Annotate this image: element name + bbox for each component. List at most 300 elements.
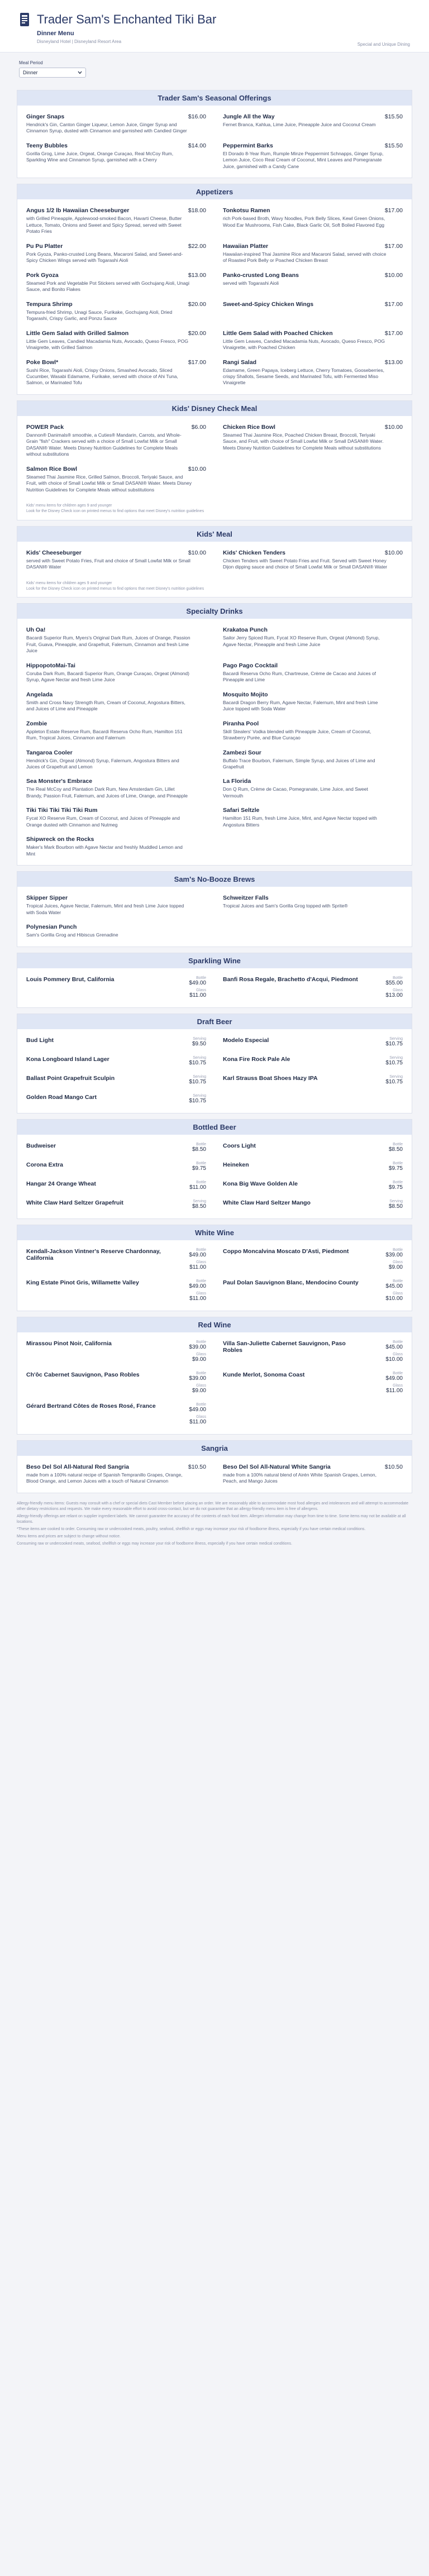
menu-item — [26, 891, 206, 920]
menu-type: Dinner Menu — [37, 30, 74, 37]
menu-item-header — [26, 424, 206, 431]
item-description: Bacardi Superior Rum, Myers's Original Dark Rum, Juices of Orange, Passion Fruit, Guava, Pineapple, and Grapefruit, Falernum, Cinnamon and fresh Lime Juice — [26, 635, 190, 654]
menu-item — [26, 298, 206, 327]
beverage-item — [26, 1276, 206, 1307]
price-label: Bottle — [196, 1402, 206, 1407]
menu-section — [17, 184, 412, 395]
sangria-section-wrap — [0, 1440, 429, 1493]
menu-item — [26, 356, 206, 391]
price-value: $9.50 — [192, 1040, 206, 1047]
section-title: Sangria — [17, 1441, 412, 1456]
menu-section — [17, 526, 412, 598]
meal-period-filter — [0, 52, 429, 84]
menu-item — [223, 546, 403, 575]
beverage-section — [17, 1225, 412, 1311]
menu-items-grid — [17, 106, 412, 178]
item-name: Jungle All the Way — [223, 113, 275, 120]
beverage-item — [26, 1337, 206, 1368]
price-label: Glass — [393, 1291, 403, 1296]
price-column — [385, 1279, 403, 1304]
item-name: Piranha Pool — [223, 720, 259, 727]
price-label: Bottle — [393, 1161, 403, 1165]
price-label: Glass — [393, 988, 403, 992]
price-column — [189, 976, 206, 1001]
menu-item — [223, 659, 403, 688]
chevron-down-icon — [78, 71, 82, 74]
menu-item — [223, 139, 403, 174]
section-title: Kids' Meal — [17, 527, 412, 542]
menu-item-header — [26, 301, 206, 308]
sangria-section — [17, 1440, 412, 1493]
menu-item — [223, 327, 403, 356]
item-name: Pu Pu Platter — [26, 242, 63, 250]
menu-item-header — [26, 807, 206, 814]
beverage-item — [26, 973, 206, 1004]
price-column — [189, 1248, 206, 1273]
menu-item — [223, 623, 403, 658]
menu-item — [26, 269, 206, 298]
menu-item — [223, 891, 403, 920]
menu-item-header — [26, 749, 206, 756]
beverage-item — [223, 1245, 403, 1276]
item-name: Heineken — [223, 1161, 249, 1168]
price-column — [389, 1162, 403, 1174]
price-value: $45.00 — [385, 1283, 403, 1289]
price-column — [385, 1371, 403, 1396]
price-label: Bottle — [393, 1142, 403, 1146]
item-name: Tiki Tiki Tiki Tiki Tiki Rum — [26, 807, 98, 814]
price-value: $49.00 — [385, 1375, 403, 1382]
price-value: $13.00 — [385, 992, 403, 998]
menu-item-header — [26, 243, 206, 250]
menu-section — [17, 603, 412, 866]
menu-item-header — [26, 778, 206, 785]
menu-item-header — [223, 424, 403, 431]
item-name: Kona Fire Rock Pale Ale — [223, 1055, 290, 1063]
price-label: Serving — [193, 1199, 206, 1203]
item-name: Sweet-and-Spicy Chicken Wings — [223, 300, 314, 308]
menu-item-header — [26, 113, 206, 120]
price-label: Bottle — [393, 1248, 403, 1252]
item-name: La Florida — [223, 778, 251, 785]
item-price: $17.00 — [384, 300, 403, 308]
beverage-item — [26, 1053, 206, 1072]
item-name: Modelo Especial — [223, 1036, 269, 1044]
price-label: Glass — [196, 988, 206, 992]
item-description: Appleton Estate Reserve Rum, Bacardi Reserva Ocho Rum, Hamilton 151 Rum, Tropical Juices, Cinnamon and Falernum — [26, 728, 183, 741]
item-description: Tempura-fried Shrimp, Unagi Sauce, Furikake, Gochujang Aioli, Dried Togarashi, Crispy Garlic, and Ponzu Sauce — [26, 309, 173, 322]
section-title: Draft Beer — [17, 1014, 412, 1029]
menu-item — [26, 1460, 206, 1489]
item-description: Chicken Tenders with Sweet Potato Fries and Fruit. Served with Sweet Honey Dijon dipping sauce and choice of Small Lowfat Milk or Small DASANI® Water — [223, 557, 388, 570]
price-column — [192, 1037, 206, 1049]
price-value: $11.00 — [189, 992, 206, 998]
menu-item — [26, 110, 206, 139]
price-column — [192, 1143, 206, 1155]
item-name: Ballast Point Grapefruit Sculpin — [26, 1074, 115, 1082]
item-name: POWER Pack — [26, 423, 64, 431]
item-name: Tangaroa Cooler — [26, 749, 73, 756]
item-name: Zambezi Sour — [223, 749, 261, 756]
item-name: Karl Strauss Boat Shoes Hazy IPA — [223, 1074, 318, 1082]
beverage-item — [223, 1072, 403, 1091]
price-label: Glass — [196, 1291, 206, 1296]
price-value: $49.00 — [189, 1251, 206, 1258]
item-price: $10.50 — [384, 1463, 403, 1470]
menu-item-header — [26, 836, 206, 843]
price-label: Bottle — [196, 1340, 206, 1344]
item-name: Safari Seltzle — [223, 807, 260, 814]
item-price: $6.00 — [191, 423, 206, 431]
beverage-item — [223, 1276, 403, 1307]
menu-items-grid — [17, 887, 412, 946]
menu-item — [26, 546, 206, 575]
item-name: White Claw Hard Seltzer Grapefruit — [26, 1199, 123, 1206]
item-description: rich Pork-based Broth, Wavy Noodles, Pork Belly Slices, Kewl Green Onions, Wood Ear Mushrooms, Fish Cake, Black Garlic Oil, Soft Boiled Flavored Egg — [223, 216, 385, 228]
price-label: Bottle — [196, 1248, 206, 1252]
restaurant-icon — [19, 12, 30, 27]
menu-item — [26, 139, 206, 174]
item-name: Pago Pago Cocktail — [223, 662, 278, 669]
item-name: Tonkotsu Ramen — [223, 207, 270, 214]
item-price: $17.00 — [384, 207, 403, 214]
menu-item-header — [26, 627, 206, 633]
disclaimer-line: *These items are cooked to order. Consuming raw or undercooked meats, poultry, seafood, shellfish or eggs may increase your risk of foodborne illness, especially if you have certain medical conditions. — [17, 1527, 366, 1532]
menu-item — [223, 746, 403, 775]
menu-item — [223, 110, 403, 139]
item-price: $15.50 — [384, 142, 403, 149]
section-title: Appetizers — [17, 184, 412, 199]
item-price: $13.00 — [188, 271, 206, 279]
item-price: $13.00 — [384, 359, 403, 366]
beverage-item — [26, 1158, 206, 1177]
price-value: $10.75 — [385, 1078, 403, 1085]
beverage-item — [223, 1158, 403, 1177]
beverage-item — [26, 1196, 206, 1215]
item-name: Bud Light — [26, 1036, 54, 1044]
section-notes — [17, 579, 412, 598]
menu-item — [26, 920, 206, 943]
price-value: $39.00 — [189, 1344, 206, 1350]
item-name: HippopotoMai-Tai — [26, 662, 75, 669]
price-label: Serving — [193, 1055, 206, 1060]
item-description: Bacardi Reserva Ocho Rum, Chartreuse, Crème de Cacao and Juices of Pineapple and Lime — [223, 670, 376, 683]
disclaimer — [17, 1501, 412, 1547]
section-title: Specialty Drinks — [17, 604, 412, 619]
item-price: $20.00 — [188, 329, 206, 337]
price-value: $39.00 — [189, 1375, 206, 1382]
disclaimer-line: Consuming raw or undercooked meats, seafood, shellfish or eggs may increase your risk of foodborne illness, especially if you have certain medical conditions. — [17, 1542, 292, 1546]
section-title: Bottled Beer — [17, 1120, 412, 1135]
price-label: Bottle — [196, 1180, 206, 1184]
item-price: $15.50 — [384, 113, 403, 120]
item-description: served with Togarashi Aioli — [223, 280, 279, 286]
item-name: Mirassou Pinot Noir, California — [26, 1340, 112, 1347]
price-value: $9.00 — [192, 1387, 206, 1394]
beverage-items-grid — [17, 968, 412, 1007]
item-description: Hendrick's Gin, Canton Ginger Liqueur, Lemon Juice, Ginger Syrup and Cinnamon Syrup, dusted with Cinnamon and garnished with Candied Ginger — [26, 122, 187, 134]
beverage-items-grid — [17, 1240, 412, 1311]
price-column — [192, 1162, 206, 1174]
menu-item — [223, 298, 403, 327]
price-label: Glass — [196, 1352, 206, 1356]
item-price: $10.00 — [384, 423, 403, 431]
item-name: Gérard Bertrand Côtes de Roses Rosé, France — [26, 1402, 156, 1409]
item-name: Angus 1/2 lb Hawaiian Cheeseburger — [26, 207, 130, 214]
item-name: Kona Longboard Island Lager — [26, 1055, 109, 1063]
price-label: Bottle — [393, 976, 403, 980]
menu-item — [26, 746, 206, 775]
menu-item-header — [26, 272, 206, 279]
location-breadcrumb[interactable]: Disneyland Hotel | Disneyland Resort Area — [37, 39, 122, 44]
beverage-item — [26, 1072, 206, 1091]
menu-item-header — [26, 1464, 206, 1470]
menu-section — [17, 871, 412, 947]
price-label: Bottle — [196, 1142, 206, 1146]
menu-item — [26, 659, 206, 688]
price-value: $9.00 — [192, 1356, 206, 1363]
item-price: $10.00 — [384, 271, 403, 279]
item-description: Gorilla Grog, Lime Juice, Orgeat, Orange Curaçao, Real McCoy Rum, Sparkling Wine and Cinnamon Syrup, garnished with a Cherry — [26, 150, 174, 163]
menu-item-header — [223, 330, 403, 337]
price-value: $10.75 — [385, 1059, 403, 1066]
price-value: $10.75 — [189, 1078, 206, 1085]
price-label: Serving — [193, 1074, 206, 1079]
price-label: Bottle — [196, 976, 206, 980]
price-label: Serving — [389, 1199, 403, 1203]
item-name: Peppermint Barks — [223, 142, 273, 149]
beverage-items-grid — [17, 1332, 412, 1434]
price-column — [385, 1340, 403, 1365]
item-name: Kids' Chicken Tenders — [223, 549, 285, 556]
item-description: Tropical Juices, Agave Nectar, Falernum, Mint and fresh Lime Juice topped with Soda Water — [26, 903, 184, 915]
item-description: El Dorado 8-Year Rum, Rumple Minze Peppermint Schnapps, Ginger Syrup, Lemon Juice, Coco Real Cream of Coconut, Mint Leaves and Pomegranate Juice, garnished with a Candy Cane — [223, 150, 384, 169]
item-name: Kunde Merlot, Sonoma Coast — [223, 1371, 305, 1378]
item-price: $10.00 — [384, 549, 403, 556]
item-name: Beso Del Sol All-Natural Red Sangria — [26, 1463, 129, 1470]
item-name: Hangar 24 Orange Wheat — [26, 1180, 96, 1187]
price-label: Bottle — [393, 1340, 403, 1344]
section-note: Look for the Disney Check icon on printed menus to find options that meet Disney's nutrition guidelines — [26, 509, 204, 513]
beverage-item — [223, 1337, 403, 1368]
price-column — [385, 976, 403, 1001]
price-label: Bottle — [393, 1279, 403, 1283]
price-column — [189, 1181, 206, 1193]
beverage-items-grid — [17, 1029, 412, 1113]
price-value: $45.00 — [385, 1344, 403, 1350]
beverage-item — [26, 1091, 206, 1110]
item-name: Pork Gyoza — [26, 271, 59, 279]
item-price: $18.00 — [188, 207, 206, 214]
item-description: Tropical Juices and Sam's Gorilla Grog topped with Sprite® — [223, 903, 348, 909]
item-name: Villa San-Juliette Cabernet Sauvignon, Paso Robles — [223, 1340, 346, 1354]
price-value: $8.50 — [388, 1146, 403, 1153]
beverage-item — [26, 1368, 206, 1399]
meal-period-select[interactable] — [19, 68, 86, 78]
item-description: Pork Gyoza, Panko-crusted Long Beans, Macaroni Salad, and Sweet-and-Spicy Chicken Wings served with Togarashi Aioli — [26, 251, 183, 264]
price-value: $8.50 — [192, 1203, 206, 1210]
menu-item-header — [26, 662, 206, 669]
price-column — [385, 1056, 403, 1068]
menu-item-header — [223, 807, 403, 814]
beverage-item — [223, 1053, 403, 1072]
item-name: Kona Big Wave Golden Ale — [223, 1180, 298, 1187]
item-description: Don Q Rum, Crème de Cacao, Pomegranate, Lime Juice, and Sweet Vermouth — [223, 786, 368, 799]
beverage-item — [26, 1399, 206, 1431]
item-description: Steamed Thai Jasmine Rice, Poached Chicken Breast, Broccoli, Teriyaki Sauce, and Fruit, with choice of Small Lowfat Milk or Small DASANI® Water. Meets Disney Nutrition Guidelines for Complete Meals without substitutions — [223, 432, 384, 451]
section-title: Sam's No-Booze Brews — [17, 872, 412, 887]
price-label: Glass — [196, 1414, 206, 1419]
section-title: Red Wine — [17, 1317, 412, 1332]
price-label: Bottle — [393, 1371, 403, 1375]
beverage-item — [223, 1139, 403, 1158]
sangria-items-grid — [17, 1456, 412, 1493]
beverage-item — [223, 1196, 403, 1215]
menu-item-header — [223, 243, 403, 250]
menu-item — [26, 717, 206, 746]
item-name: Zombie — [26, 720, 47, 727]
item-name: Little Gem Salad with Poached Chicken — [223, 329, 333, 337]
menu-item — [26, 420, 206, 462]
header — [0, 0, 429, 52]
beverage-section — [17, 1014, 412, 1113]
item-description: The Real McCoy and Plantation Dark Rum, New Amsterdam Gin, Lillet Brandy, Passion Fruit, Falernum, and Juices of Lime, Orange, and Pineapple — [26, 786, 188, 799]
price-value: $9.75 — [388, 1165, 403, 1172]
item-name: Mosquito Mojito — [223, 691, 268, 698]
menu-item-header — [26, 691, 206, 698]
food-sections — [0, 90, 429, 947]
menu-item-header — [223, 691, 403, 698]
menu-item — [223, 269, 403, 298]
item-description: Steamed Thai Jasmine Rice, Grilled Salmon, Broccoli, Teriyaki Sauce, and Fruit, with choice of Small Lowfat Milk or Small DASANI® Water. Meets Disney Nutrition Guidelines for Complete Meals without substitutions — [26, 474, 192, 493]
item-name: Ch'ôc Cabernet Sauvignon, Paso Robles — [26, 1371, 140, 1378]
price-label: Glass — [393, 1383, 403, 1388]
menu-item — [26, 327, 206, 356]
beverage-items-grid — [17, 1135, 412, 1218]
menu-item-header — [223, 627, 403, 633]
menu-item-header — [223, 272, 403, 279]
section-title: Sparkling Wine — [17, 953, 412, 968]
menu-item-header — [223, 301, 403, 308]
price-label: Serving — [193, 1036, 206, 1041]
price-column — [189, 1094, 206, 1106]
menu-item — [223, 240, 403, 269]
item-name: Golden Road Mango Cart — [26, 1093, 97, 1101]
item-description: served with Sweet Potato Fries, Fruit and choice of Small Lowfat Milk or Small DASANI® Water — [26, 557, 190, 570]
price-column — [192, 1199, 206, 1212]
item-description: Hendrick's Gin, Orgeat (Almond) Syrup, Falernum, Angostura Bitters and Juices of Grapefruit and Lemon — [26, 757, 179, 770]
price-value: $49.00 — [189, 1283, 206, 1289]
menu-item-header — [223, 895, 403, 901]
section-note: Kids' menu items for children ages 9 and younger — [26, 581, 112, 585]
item-name: White Claw Hard Seltzer Mango — [223, 1199, 311, 1206]
item-name: Skipper Sipper — [26, 895, 68, 902]
price-column — [189, 1340, 206, 1365]
item-name: Shipwreck on the Rocks — [26, 836, 94, 843]
item-name: Ginger Snaps — [26, 113, 65, 120]
price-value: $11.00 — [189, 1295, 206, 1302]
price-column — [389, 1181, 403, 1193]
menu-item — [26, 240, 206, 269]
menu-item — [223, 204, 403, 239]
price-label: Serving — [389, 1074, 403, 1079]
item-price: $14.00 — [188, 142, 206, 149]
item-description: with Grilled Pineapple, Applewood-smoked Bacon, Havarti Cheese, Butter Lettuce, Tomato, Onions and Sweet and Spicy Spread, served with Sweet Potato Fries — [26, 216, 182, 235]
menu-item — [223, 804, 403, 833]
price-label: Serving — [389, 1055, 403, 1060]
section-notes — [17, 501, 412, 520]
beverage-section — [17, 1317, 412, 1435]
price-column — [189, 1075, 206, 1087]
menu-item — [223, 420, 403, 462]
beverage-section — [17, 953, 412, 1008]
item-name: Louis Pommery Brut, California — [26, 976, 115, 983]
menu-item — [223, 356, 403, 391]
menu-item-header — [223, 662, 403, 669]
price-label: Bottle — [196, 1161, 206, 1165]
meal-period-label: Meal Period — [19, 60, 43, 65]
beverage-item — [223, 1034, 403, 1053]
beverage-item — [223, 973, 403, 1004]
menu-item-header — [223, 207, 403, 214]
price-label: Glass — [393, 1352, 403, 1356]
item-price: $17.00 — [384, 242, 403, 250]
section-title: Trader Sam's Seasonal Offerings — [17, 90, 412, 106]
menu-item — [26, 833, 206, 862]
item-description: Coruba Dark Rum, Bacardi Superior Rum, Orange Curaçao, Orgeat (Almond) Syrup, Agave Nectar and fresh Lime Juice — [26, 670, 189, 683]
item-description: Sam's Gorilla Grog and Hibiscus Grenadine — [26, 932, 118, 938]
item-description: Steamed Pork and Vegetable Pot Stickers served with Gochujang Aioli, Unagi Sauce, and Bonito Flakes — [26, 280, 190, 293]
price-label: Bottle — [196, 1279, 206, 1283]
page-title: Trader Sam's Enchanted Tiki Bar — [37, 12, 217, 26]
item-price: $10.00 — [188, 549, 206, 556]
menu-items-grid — [17, 199, 412, 394]
menu-item-header — [26, 895, 206, 901]
beverage-item — [26, 1139, 206, 1158]
beverage-sections — [0, 953, 429, 1435]
price-label: Bottle — [196, 1371, 206, 1375]
menu-item-header — [223, 749, 403, 756]
item-name: Hawaiian Platter — [223, 242, 269, 250]
price-column — [189, 1279, 206, 1304]
price-value: $9.75 — [388, 1184, 403, 1191]
item-name: Coppo Moncalvina Moscato D'Asti, Piedmont — [223, 1248, 349, 1255]
menu-item — [223, 775, 403, 804]
price-value: $39.00 — [385, 1251, 403, 1258]
item-description: Skill Stealers' Vodka blended with Pineapple Juice, Cream of Coconut, Strawberry Purée, and Blue Curaçao — [223, 728, 371, 741]
disclaimer-line: Menu items and prices are subject to change without notice. — [17, 1535, 121, 1539]
menu-item-header — [26, 924, 206, 930]
item-name: Budweiser — [26, 1142, 56, 1149]
item-name: Little Gem Salad with Grilled Salmon — [26, 329, 129, 337]
menu-item-header — [26, 720, 206, 727]
menu-item — [26, 462, 206, 498]
item-name: King Estate Pinot Gris, Willamette Valley — [26, 1279, 139, 1286]
item-name: Tempura Shrimp — [26, 300, 73, 308]
item-name: Poke Bowl* — [26, 359, 59, 366]
menu-item-header — [26, 359, 206, 366]
dining-type: Special and Unique Dining — [357, 42, 410, 47]
price-column — [389, 1199, 403, 1212]
menu-item-header — [26, 142, 206, 149]
price-value: $11.00 — [189, 1264, 206, 1270]
price-label: Serving — [193, 1093, 206, 1098]
section-note: Kids' menu items for children ages 9 and younger — [26, 504, 112, 508]
menu-items-grid — [17, 542, 412, 579]
price-column — [389, 1143, 403, 1155]
price-value: $11.00 — [189, 1418, 206, 1425]
price-value: $11.00 — [386, 1387, 403, 1394]
